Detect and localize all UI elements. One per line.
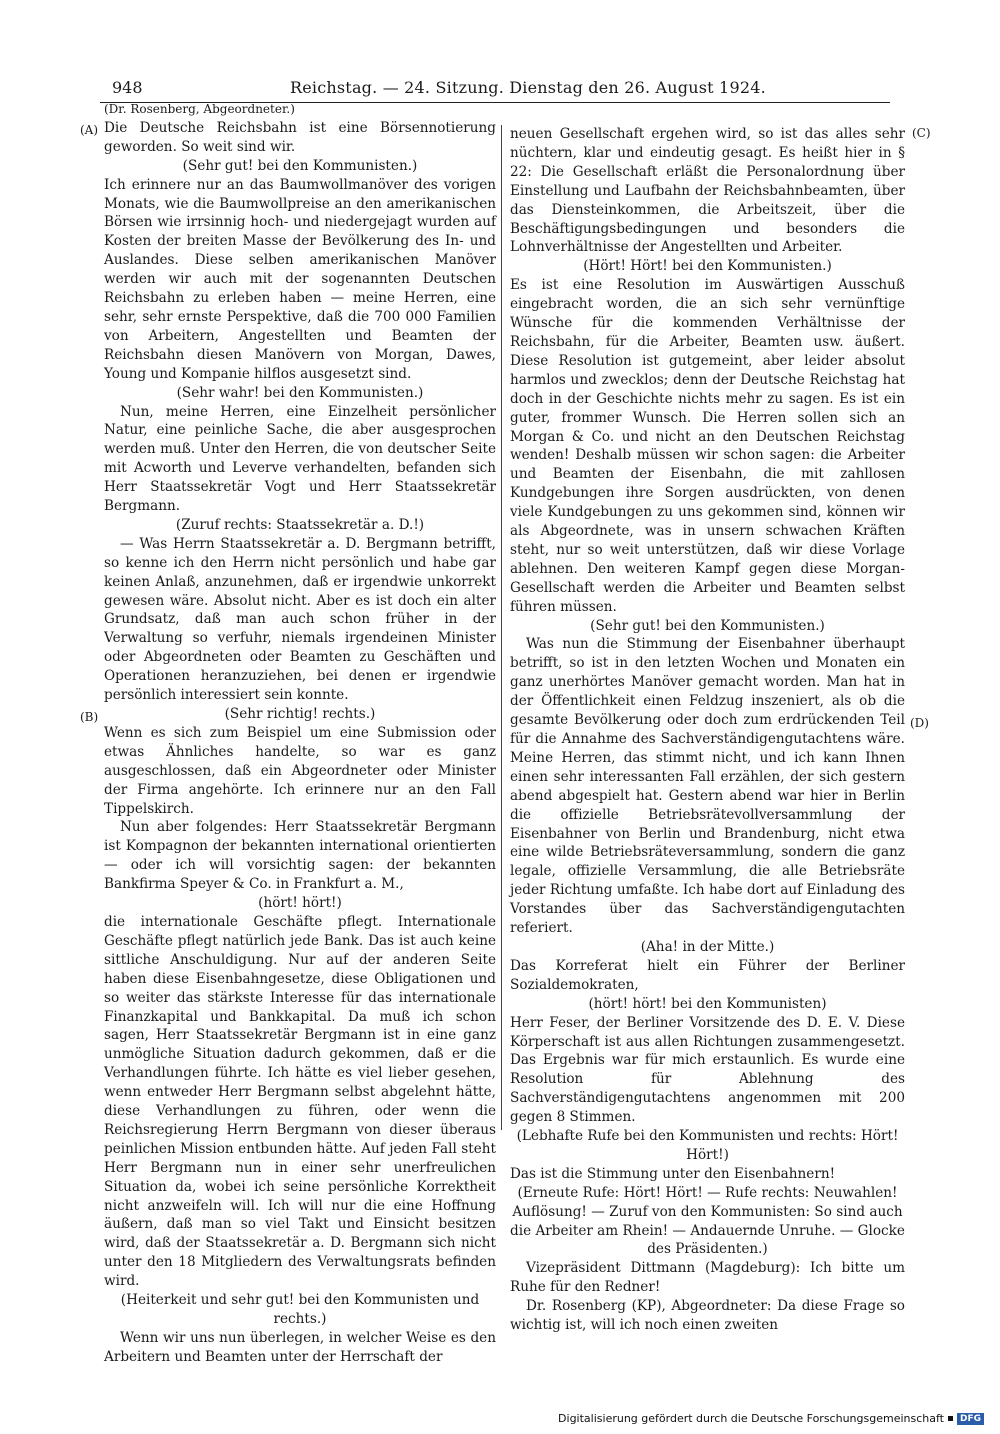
- paragraph: Was nun die Stimmung der Eisenbahner überhaupt betrifft, so ist in den letzten Wochen und Monaten ein ganz unerhörtes Manöver gemacht worden. Man hat in der Öffentlichkeit einen Feldzug inszeniert, als ob die gesamte Bevölkerung oder doch zum erdrückenden Teil für die Annahme des Sachverständigengutachtens wäre. Meine Herren, das stimmt nicht, und ich kann Ihnen einen sehr interessanten Fall erzählen, der sich gestern abend abgespielt hat. Gestern abend war hier in Berlin die offizielle Betriebsrätevollversammlung der Eisenbahner von Berlin und Brandenburg, nicht etwa eine wilde Betriebsräteversammlung, sondern die ganz legale, offizielle Versammlung, die alle Betriebsräte jeder Richtung umfaßte. Ich habe dort auf Einladung des Vorstandes über das Sachverständigengutachten referiert.: [510, 636, 905, 937]
- interjection: (Lebhafte Rufe bei den Kommunisten und rechts: Hört! Hört!): [516, 1128, 899, 1163]
- interjection: (hört! hört! bei den Kommunisten): [588, 995, 827, 1012]
- margin-marker-b: (B): [80, 710, 99, 724]
- separator-icon: [948, 1416, 953, 1421]
- paragraph: neuen Gesellschaft ergehen wird, so ist das alles sehr nüchtern, klar und eindeutig gesagt. Es heißt hier in § 22: Die Gesellschaft erläßt die Personalordnung über Einstellung und Laufbahn der Reichsbahnbeamten, über das Diensteinkommen, die Arbeitszeit, über die Beschäftigungsbedingungen und besonders die Lohnverhältnisse der Angestellten und Arbeiter.: [510, 126, 905, 256]
- footer-credit: Digitalisierung gefördert durch die Deutsche Forschungsgemeinschaft: [558, 1412, 944, 1425]
- interjection: (Aha! in der Mitte.): [640, 938, 775, 955]
- left-column: [104, 100, 496, 1367]
- paragraph: Dr. Rosenberg (KP), Abgeordneter: Da diese Frage so wichtig ist, will ich noch einen zweiten: [510, 1298, 905, 1334]
- paragraph: Wenn wir uns nun überlegen, in welcher Weise es den Arbeitern und Beamten unter der Herrschaft der: [104, 1329, 496, 1365]
- paragraph: Nun aber folgendes: Herr Staatssekretär Bergmann ist Kompagnon der bekannten international orientierten — oder ich will vorsichtig sagen: der bekannten Bankfirma Speyer & Co. in Frankfurt a. M.,: [104, 819, 496, 893]
- paragraph: Wenn es sich zum Beispiel um eine Submission oder etwas Ähnliches handelte, so war es ganz ausgeschlossen, daß ein Abgeordneter oder Minister der Firma angehörte. Ich erinnere nur an den Fall Tippelskirch.: [104, 724, 496, 817]
- margin-marker-d: (D): [910, 716, 929, 730]
- paragraph: — Was Herrn Staatssekretär a. D. Bergmann betrifft, so kenne ich den Herrn nicht persönlich und habe gar keinen Anlaß, anzunehmen, daß er irgendwie unkorrekt gewesen wäre. Absolut nicht. Aber es ist doch ein alter Grundsatz, daß man auch schon früher in der Verwaltung so verfuhr, niemals irgendeinen Minister oder Abgeordneten oder Beamten zu Geschäften und Operationen heranzuziehen, bei denen er irgendwie persönlich interessiert sein konnte.: [104, 535, 496, 704]
- margin-marker-a: (A): [80, 123, 99, 137]
- paragraph: Ich erinnere nur an das Baumwollmanöver des vorigen Monats, wie die Baumwollpreise an den amerikanischen Börsen wie irrsinnig hoch- und niedergejagt wurden auf Kosten der breiten Masse der Bevölkerung des In- und Auslandes. Diese selben amerikanischen Manöver werden wir auch mit der sogenannten Deutschen Reichsbahn zu erleben haben — meine Herren, eine sehr, sehr ernste Perspektive, daß die 700 000 Familien von Arbeitern, Angestellten und Beamten der Reichsbahn diesen Manövern von Morgan, Dawes, Young und Kompanie hilflos ausgesetzt sind.: [104, 176, 496, 382]
- interjection: (Sehr richtig! rechts.): [224, 706, 376, 722]
- interjection: (hört! hört!): [258, 895, 342, 912]
- paragraph: Herr Feser, der Berliner Vorsitzende des D. E. V. Diese Körperschaft ist aus allen Richtungen zusammengesetzt. Das Ergebnis war für mich erstaunlich. Es wurde eine Resolution für Ablehnung des Sachverständigengutachtens angenommen mit 200 gegen 8 Stimmen.: [510, 1014, 905, 1126]
- column-divider: [501, 125, 502, 1130]
- interjection: (Zuruf rechts: Staatssekretär a. D.!): [175, 516, 425, 533]
- paragraph: Die Deutsche Reichsbahn ist eine Börsennotierung geworden. So weit sind wir.: [104, 119, 496, 155]
- paragraph: die internationale Geschäfte pflegt. Internationale Geschäfte pflegt natürlich jede Bank. Das ist auch keine sittliche Anschuldigung. Nur auf der anderen Seite haben diese Eisenbahngesetze, diese Obligationen und so weiter das stärkste Interesse für das internationale Finanzkapital und Bankkapital. Da muß ich schon sagen, Herr Staatssekretär Bergmann ist in eine ganz unmögliche Situation dadurch gekommen, daß er die Verhandlungen führte. Ich hätte es viel lieber gesehen, wenn entweder Herr Bergmann selbst abgelehnt hätte, diese Verhandlungen zu führen, oder wenn die Reichsregierung Herrn Bergmann von dieser überaus peinlichen Mission entbunden hätte. Auf jeden Fall steht Herr Bergmann nun in einer sehr unerfreulichen Situation da, wobei ich seine persönliche Korrektheit nicht anzweifeln will. Ich will nur die eine Hoffnung äußern, daß man so viel Takt und Einsicht besitzen wird, daß der Staatssekretär a. D. Bergmann sich nicht unter den 18 Mitgliedern des Verwaltungsrats befinden wird.: [104, 913, 496, 1290]
- page-number: 948: [112, 78, 143, 97]
- right-column: [510, 125, 905, 1335]
- interjection: (Heiterkeit und sehr gut! bei den Kommunisten und rechts.): [120, 1292, 480, 1327]
- paragraph: Das ist die Stimmung unter den Eisenbahnern!: [510, 1165, 836, 1182]
- interjection: (Hört! Hört! bei den Kommunisten.): [583, 258, 832, 275]
- interjection: (Erneute Rufe: Hört! Hört! — Rufe rechts: Neuwahlen! Auflösung! — Zuruf von den Kommunisten: So sind auch die Arbeiter am Rhein! — Andauernde Unruhe. — Glocke des Präsidenten.): [510, 1184, 905, 1258]
- margin-marker-c: (C): [912, 126, 931, 140]
- interjection: (Sehr gut! bei den Kommunisten.): [182, 157, 418, 174]
- paragraph: Das Korreferat hielt ein Führer der Berliner Sozialdemokraten,: [510, 957, 905, 993]
- paragraph: Vizepräsident Dittmann (Magdeburg): Ich bitte um Ruhe für den Redner!: [510, 1260, 905, 1296]
- interjection: (Sehr gut! bei den Kommunisten.): [590, 617, 825, 634]
- running-title: Reichstag. — 24. Sitzung. Dienstag den 26. August 1924.: [290, 78, 766, 97]
- footer: [558, 1412, 984, 1425]
- paragraph: Nun, meine Herren, eine Einzelheit persönlicher Natur, eine peinliche Sache, die aber ausgesprochen werden muß. Unter den Herren, die von deutscher Seite mit Acworth und Leverve verhandelten, befanden sich Herr Staatssekretär Vogt und Herr Staatssekretär Bergmann.: [104, 403, 496, 515]
- speaker-heading: (Dr. Rosenberg, Abgeordneter.): [104, 102, 295, 116]
- interjection: (Sehr wahr! bei den Kommunisten.): [176, 384, 424, 401]
- dfg-logo-icon: DFG: [957, 1413, 984, 1425]
- paragraph: Es ist eine Resolution im Auswärtigen Ausschuß eingebracht worden, die an sich sehr vernünftige Wünsche für die kommenden Verhältnisse der Reichsbahn, für die Arbeiter, Beamten usw. äußert. Diese Resolution ist gutgemeint, aber leider absolut harmlos und zwecklos; denn der Deutsche Reichstag hat doch in der Geschichte nichts mehr zu sagen. Es ist ein guter, frommer Wunsch. Die Herren sollen sich an Morgan & Co. und nicht an den Deutschen Reichstag wenden! Deshalb müssen wir schon sagen: die Arbeiter und Beamten der Eisenbahn, die mit zahllosen Kundgebungen ihre Sorgen ausdrückten, von denen viele Kundgebungen zu uns gekommen sind, können wir als Abgeordnete, was in unsern schwachen Kräften steht, nur so weit unterstützen, daß wir diese Vorlage ablehnen. Den weiteren Kampf gegen diese Morgan-Gesellschaft werden die Arbeiter und Beamten selbst führen müssen.: [510, 277, 905, 615]
